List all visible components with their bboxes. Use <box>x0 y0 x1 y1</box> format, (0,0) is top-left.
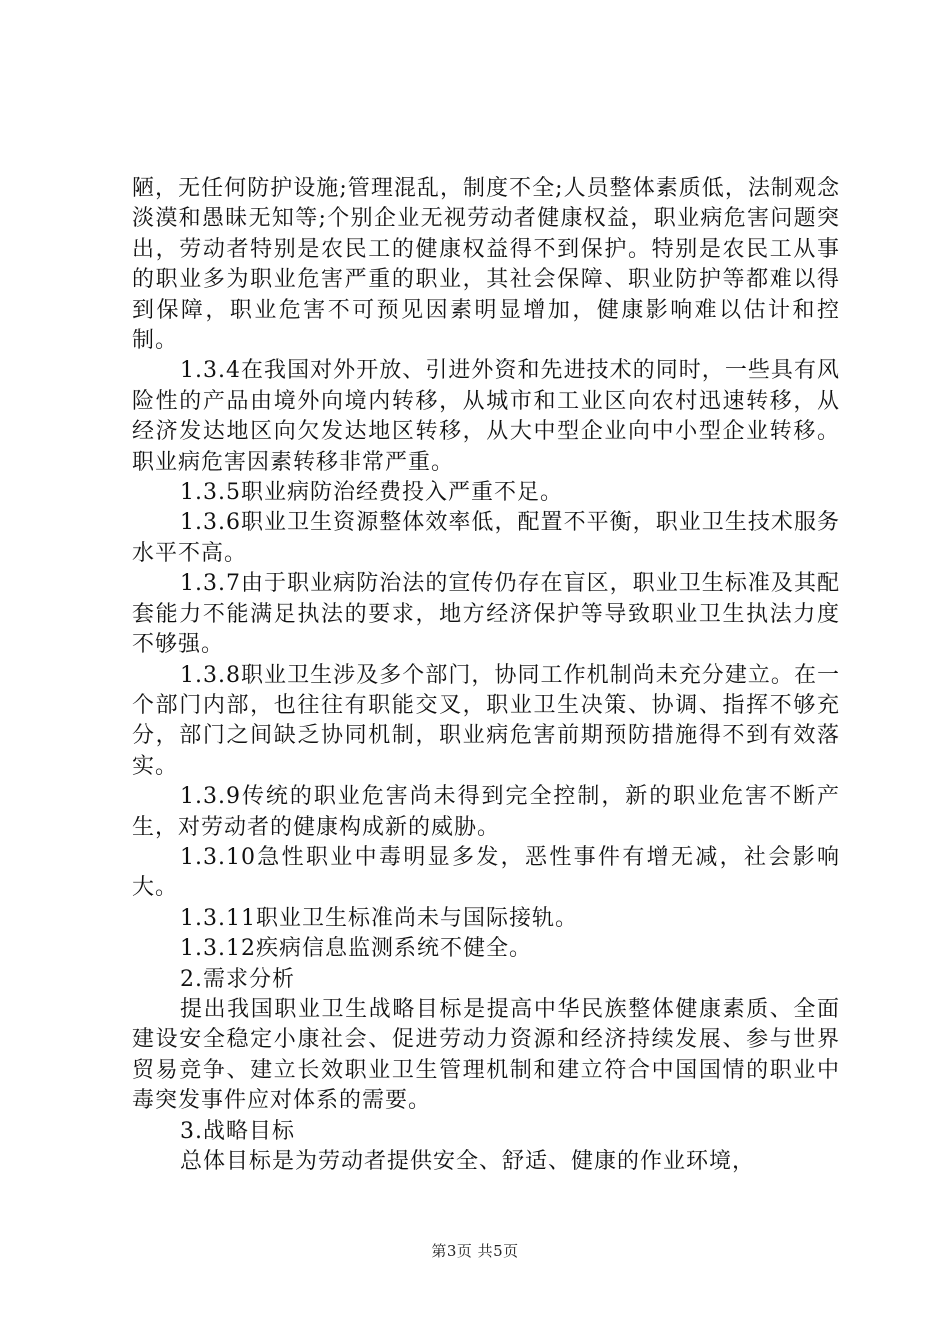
paragraph-2: 1.3.4在我国对外开放、引进外资和先进技术的同时，一些具有风险性的产品由境外向境内转移，从城市和工业区向农村迅速转移，从经济发达地区向欠发达地区转移，从大中型企业向中小型企业转移。职业病危害因素转移非常严重。 <box>132 358 840 475</box>
paragraph-14: 总体目标是为劳动者提供安全、舒适、健康的作业环境， <box>180 1149 756 1174</box>
section-heading-needs-analysis: 2.需求分析 <box>180 966 295 992</box>
paragraph-7: 1.3.9传统的职业危害尚未得到完全控制，新的职业危害不断产生，对劳动者的健康构成新的威胁。 <box>132 784 840 840</box>
paragraph-9: 1.3.11职业卫生标准尚未与国际接轨。 <box>180 905 578 931</box>
paragraph-8: 1.3.10急性职业中毒明显多发，恶性事件有增无减，社会影响大。 <box>132 844 840 901</box>
paragraph-3: 1.3.5职业病防治经费投入严重不足。 <box>180 480 563 506</box>
paragraph-10: 1.3.12疾病信息监测系统不健全。 <box>180 936 532 962</box>
section-heading-strategic-goals: 3.战略目标 <box>180 1118 295 1144</box>
document-body <box>132 174 840 1177</box>
paragraph-5: 1.3.7由于职业病防治法的宣传仍存在盲区，职业卫生标准及其配套能力不能满足执法的要求，地方经济保护等导致职业卫生执法力度不够强。 <box>132 571 840 658</box>
paragraph-4: 1.3.6职业卫生资源整体效率低，配置不平衡，职业卫生技术服务水平不高。 <box>132 510 840 566</box>
paragraph-6: 1.3.8职业卫生涉及多个部门，协同工作机制尚未充分建立。在一个部门内部，也往往有职能交叉，职业卫生决策、协调、指挥不够充分，部门之间缺乏协同机制，职业病危害前期预防措施得不到有效落实。 <box>132 662 840 779</box>
page-footer: 第3页 共5页 <box>431 1242 519 1260</box>
paragraph-1: 陋，无任何防护设施;管理混乱，制度不全;人员整体素质低，法制观念淡漠和愚昧无知等;个别企业无视劳动者健康权益，职业病危害问题突出，劳动者特别是农民工的健康权益得不到保护。特别是农民工从事的职业多为职业危害严重的职业，其社会保障、职业防护等都难以得到保障，职业危害不可预见因素明显增加，健康影响难以估计和控制。 <box>132 176 840 354</box>
paragraph-12: 提出我国职业卫生战略目标是提高中华民族整体健康素质、全面建设安全稳定小康社会、促进劳动力资源和经济持续发展、参与世界贸易竞争、建立长效职业卫生管理机制和建立符合中国国情的职业中毒突发事件应对体系的需要。 <box>132 996 840 1114</box>
